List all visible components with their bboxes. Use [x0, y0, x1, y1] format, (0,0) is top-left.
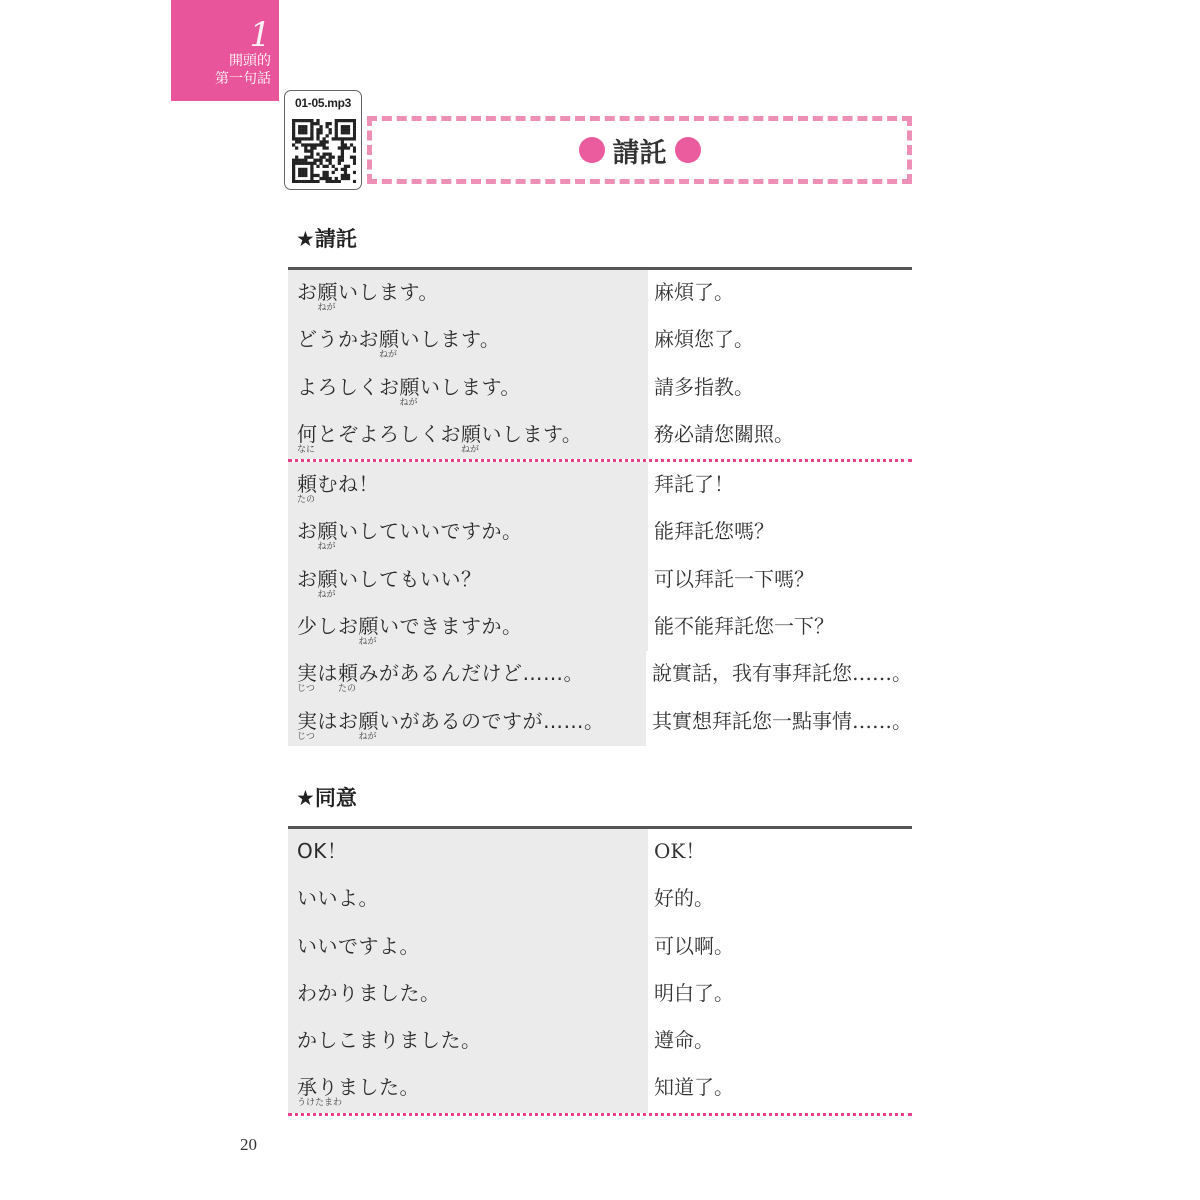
japanese-cell	[288, 365, 648, 412]
japanese-phrase: かしこまりました。	[297, 1028, 482, 1053]
chinese-translation: 能不能拜託您一下？	[654, 614, 834, 639]
furigana: ねが	[358, 637, 377, 648]
phrase-row	[288, 604, 912, 651]
phrase-row	[288, 971, 912, 1018]
chapter-title-line2: 第一句話	[215, 71, 271, 87]
audio-filename: 01-05.mp3	[295, 96, 351, 110]
phrase-row	[288, 270, 912, 317]
chinese-translation: 明白了。	[654, 980, 734, 1005]
furigana: ねが	[461, 444, 480, 455]
chinese-translation: 遵命。	[654, 1028, 714, 1053]
chapter-number: 1	[249, 15, 271, 55]
phrase-row	[288, 829, 912, 876]
phrase-row	[288, 1018, 912, 1065]
japanese-cell	[288, 557, 648, 604]
phrase-row	[288, 876, 912, 923]
japanese-cell	[288, 270, 648, 317]
furigana: ねが	[358, 731, 377, 742]
chinese-translation: 知道了。	[654, 1075, 734, 1100]
phrase-row	[288, 412, 912, 459]
chinese-translation: 可以啊。	[654, 933, 734, 958]
japanese-cell	[288, 924, 648, 971]
japanese-phrase: お願いしてもいい？	[297, 566, 482, 591]
chinese-translation: 拜託了！	[654, 472, 734, 497]
section-heading-request: ★請託	[296, 227, 357, 251]
japanese-phrase: 実はお願いがあるのですが……。	[297, 708, 605, 733]
japanese-cell	[288, 651, 646, 698]
furigana: ねが	[317, 303, 336, 313]
japanese-phrase: わかりました。	[297, 980, 441, 1005]
japanese-phrase: 承りました。	[297, 1075, 420, 1100]
phrase-row	[288, 509, 912, 556]
japanese-cell	[288, 317, 648, 364]
phrase-table-agree	[288, 826, 912, 1116]
phrase-row	[288, 699, 912, 746]
bullet-dot-icon	[675, 137, 701, 163]
japanese-cell	[288, 876, 648, 923]
chinese-translation: 說實話，我有事拜託您……。	[652, 661, 912, 686]
japanese-cell	[288, 1065, 648, 1112]
chapter-title-line1: 開頭的	[229, 53, 271, 69]
japanese-cell	[288, 462, 648, 509]
dotted-divider	[288, 1113, 912, 1116]
phrase-row	[288, 651, 912, 698]
furigana: ねが	[379, 350, 398, 361]
japanese-cell	[288, 829, 648, 876]
audio-card	[284, 90, 362, 190]
japanese-phrase: お願いします。	[297, 280, 439, 304]
japanese-phrase: 何とぞよろしくお願いします。	[297, 421, 583, 446]
japanese-cell	[288, 971, 648, 1018]
phrase-row	[288, 462, 912, 509]
furigana: ねが	[317, 589, 336, 600]
japanese-cell	[288, 699, 646, 746]
chinese-translation: 好的。	[654, 886, 714, 911]
chinese-translation: 請多指教。	[654, 374, 754, 399]
title-box	[367, 116, 912, 184]
furigana: じつ	[297, 731, 316, 742]
phrase-table-request	[288, 267, 912, 746]
furigana: ねが	[399, 397, 418, 408]
japanese-phrase: 実は頼みがあるんだけど……。	[297, 661, 584, 686]
chinese-translation: 能拜託您嗎？	[654, 519, 774, 544]
phrase-row	[288, 924, 912, 971]
japanese-phrase: 少しお願いできますか。	[297, 614, 523, 639]
chinese-translation: 務必請您關照。	[654, 421, 794, 446]
furigana: じつ	[297, 684, 316, 695]
japanese-phrase: 頼むね！	[297, 472, 379, 497]
phrase-row	[288, 557, 912, 604]
qr-code-icon	[292, 119, 356, 183]
japanese-cell	[288, 1018, 648, 1065]
japanese-phrase: いいよ。	[297, 886, 379, 911]
furigana: たの	[338, 684, 357, 695]
chinese-translation: 麻煩您了。	[654, 327, 754, 352]
page-number: 20	[240, 1135, 257, 1154]
chinese-translation: 可以拜託一下嗎？	[654, 566, 814, 591]
section-heading-agree: ★同意	[296, 786, 357, 810]
japanese-phrase: お願いしていいですか。	[297, 519, 523, 544]
japanese-phrase: どうかお願いします。	[297, 327, 501, 352]
phrase-row	[288, 317, 912, 364]
chinese-translation: OK！	[654, 839, 706, 863]
furigana: たの	[297, 495, 316, 506]
bullet-dot-icon	[579, 137, 605, 163]
furigana: うけたまわ	[297, 1098, 343, 1109]
furigana: なに	[297, 444, 316, 455]
japanese-phrase: よろしくお願いします。	[297, 374, 521, 399]
japanese-phrase: いいですよ。	[297, 933, 420, 958]
japanese-cell	[288, 509, 648, 556]
japanese-cell	[288, 604, 648, 651]
furigana: ねが	[317, 542, 336, 553]
chinese-translation: 麻煩了。	[654, 280, 734, 304]
page-title: 請託	[612, 137, 667, 169]
japanese-phrase: OK！	[297, 839, 348, 863]
phrase-row	[288, 1065, 912, 1112]
chapter-tab	[171, 0, 279, 101]
chinese-translation: 其實想拜託您一點事情……。	[652, 708, 912, 733]
japanese-cell	[288, 412, 648, 459]
phrase-row	[288, 365, 912, 412]
